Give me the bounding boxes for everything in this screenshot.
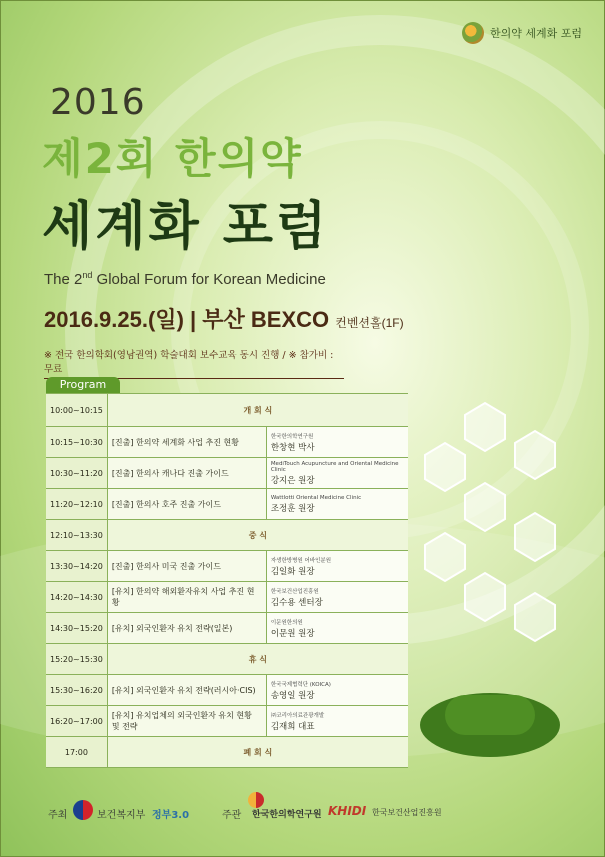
hex-pill-icon bbox=[515, 593, 555, 641]
program-row bbox=[46, 582, 408, 613]
speaker-name: 송영일 원장 bbox=[270, 690, 315, 701]
mohw-logo-icon bbox=[73, 800, 93, 820]
row-session: [유치] 외국인환자 유치 전략(일본) bbox=[107, 613, 266, 644]
row-time: 14:20~14:30 bbox=[46, 582, 107, 613]
program-row bbox=[46, 458, 408, 489]
speaker-name: 강지은 원장 bbox=[270, 475, 315, 486]
program-table bbox=[46, 393, 408, 768]
row-session: [진출] 한의사 캐나다 진출 가이드 bbox=[107, 458, 266, 489]
speaker-org: 한국보건산업진흥원 bbox=[270, 588, 319, 595]
title-line2: 세계화 포럼 bbox=[42, 197, 330, 257]
row-session: [유치] 외국인환자 유치 전략(러시아·CIS) bbox=[107, 675, 266, 706]
hex-herb-icon bbox=[465, 483, 505, 531]
hex-mortar-icon bbox=[425, 443, 465, 491]
event-year: 2016 bbox=[50, 82, 146, 123]
program-row bbox=[46, 644, 408, 675]
english-subtitle: The 2nd Global Forum for Korean Medicine bbox=[44, 270, 326, 288]
hex-bowl-icon bbox=[515, 513, 555, 561]
speaker-org: 한국국제협력단 (KOICA) bbox=[270, 681, 331, 688]
speaker-name: 한창현 박사 bbox=[270, 442, 315, 453]
row-break-label: 중 식 bbox=[107, 520, 408, 551]
hex-pot-icon bbox=[425, 533, 465, 581]
row-time: 14:30~15:20 bbox=[46, 613, 107, 644]
program-row bbox=[46, 520, 408, 551]
forum-logo-text: 한의약 세계화 포럼 bbox=[490, 27, 583, 40]
row-break-label: 폐 회 식 bbox=[107, 737, 408, 768]
khidi-logo: KHIDI bbox=[328, 804, 367, 818]
row-speaker bbox=[266, 706, 408, 737]
program-row bbox=[46, 675, 408, 706]
speaker-org: MediTouch Acupuncture and Oriental Medicine Clinic bbox=[270, 460, 399, 473]
organizer-label: 주관 bbox=[222, 810, 242, 821]
row-time: 10:30~11:20 bbox=[46, 458, 107, 489]
program-row bbox=[46, 489, 408, 520]
row-time: 13:30~14:20 bbox=[46, 551, 107, 582]
row-speaker bbox=[266, 489, 408, 520]
host1-name: 보건복지부 bbox=[97, 810, 146, 821]
speaker-org: 한국한의학연구원 bbox=[270, 433, 314, 440]
org1-name: 한국한의학연구원 bbox=[252, 810, 322, 820]
program-row bbox=[46, 427, 408, 458]
row-speaker bbox=[266, 551, 408, 582]
row-speaker bbox=[266, 458, 408, 489]
row-speaker bbox=[266, 427, 408, 458]
footer bbox=[0, 780, 605, 855]
row-session: [유치] 유치업체의 외국인환자 유치 현황 및 전략 bbox=[107, 706, 266, 737]
row-session: [진출] 한의약 세계화 사업 추진 현황 bbox=[107, 427, 266, 458]
hex-ginseng-icon bbox=[515, 431, 555, 479]
speaker-name: 김일화 원장 bbox=[270, 566, 315, 577]
hexagon-icon-cluster bbox=[405, 395, 605, 785]
row-time: 12:10~13:30 bbox=[46, 520, 107, 551]
kiom-logo-icon bbox=[248, 792, 264, 808]
speaker-name: 김재희 대표 bbox=[270, 721, 315, 732]
speaker-org: 자생한방병원 어바인분원 bbox=[270, 557, 332, 564]
event-date-venue: 2016.9.25.(일) | 부산 BEXCO 컨벤션홀(1F) bbox=[44, 307, 404, 332]
gov30-logo: 정부3.0 bbox=[152, 810, 190, 821]
row-break-label: 휴 식 bbox=[107, 644, 408, 675]
row-time: 11:20~12:10 bbox=[46, 489, 107, 520]
host-label: 주최 bbox=[48, 810, 68, 821]
program-tab: Program bbox=[46, 377, 120, 393]
title-line1: 제2회 한의약 bbox=[42, 134, 303, 183]
row-time: 17:00 bbox=[46, 737, 107, 768]
row-speaker bbox=[266, 675, 408, 706]
speaker-org: 이문원한의원 bbox=[270, 619, 303, 626]
program-row bbox=[46, 737, 408, 768]
row-session: [진출] 한의사 미국 진출 가이드 bbox=[107, 551, 266, 582]
program-row bbox=[46, 706, 408, 737]
row-speaker bbox=[266, 582, 408, 613]
row-session: [진출] 한의사 호주 진출 가이드 bbox=[107, 489, 266, 520]
program-row bbox=[46, 394, 408, 427]
row-time: 16:20~17:00 bbox=[46, 706, 107, 737]
row-time: 10:15~10:30 bbox=[46, 427, 107, 458]
speaker-org: ㈜코리아의료관광개발 bbox=[270, 712, 325, 719]
speaker-org: Wattlotti Oriental Medicine Clinic bbox=[270, 494, 362, 501]
forum-logo-icon bbox=[462, 22, 484, 44]
row-time: 15:30~16:20 bbox=[46, 675, 107, 706]
program-row bbox=[46, 551, 408, 582]
forum-logo bbox=[462, 22, 582, 44]
row-time: 10:00~10:15 bbox=[46, 394, 107, 427]
row-time: 15:20~15:30 bbox=[46, 644, 107, 675]
program-row bbox=[46, 613, 408, 644]
org2-name: 한국보건산업진흥원 bbox=[372, 808, 442, 817]
event-note: ※ 전국 한의학회(영남권역) 학술대회 보수교육 동시 진행 / ※ 참가비 : 무료 bbox=[44, 347, 344, 379]
hex-acupuncture-icon bbox=[465, 403, 505, 451]
speaker-name: 이문원 원장 bbox=[270, 628, 315, 639]
row-speaker bbox=[266, 613, 408, 644]
row-break-label: 개 회 식 bbox=[107, 394, 408, 427]
speaker-name: 김수용 센터장 bbox=[270, 597, 323, 608]
hex-leaf-icon bbox=[465, 573, 505, 621]
speaker-name: 조정훈 원장 bbox=[270, 503, 315, 514]
row-session: [유치] 한의약 해외환자유치 사업 추진 현황 bbox=[107, 582, 266, 613]
